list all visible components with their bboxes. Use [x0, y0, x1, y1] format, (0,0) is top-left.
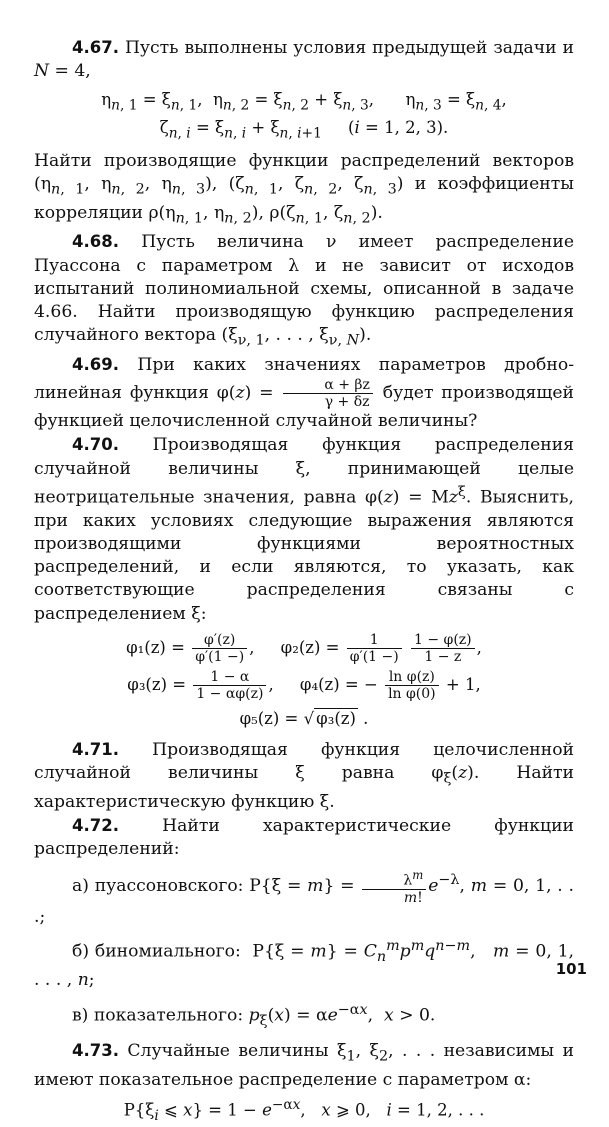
equation-4-73: $P\{\xi_i$ ⩽ $x\} = 1 - e^{-\alpha x}$, x ⩾ 0, i = 1, 2, . . .	[123, 1096, 485, 1124]
problem-4-72: 4.72. Найти характеристические функции распределений:	[34, 815, 575, 859]
equation-phi1-phi2: φ₁(z) = $\frac{\varphi'(z)}{\varphi'(1 -)}$ , φ₂(z) = $\frac{1}{\varphi'(1 -)}$ $\frac{1 - \varphi(z)}{1 - z}$ ,	[126, 631, 482, 665]
problem-number: 4.72.	[72, 815, 119, 835]
item-a: а) пуассоновского: P{ξ = m} = $\frac{\lambda^m}{m!}$ $e^{-\lambda}$, m = 0, 1, . . .;	[34, 868, 574, 927]
equation-phi5: φ₅(z) = √ φ₃(z) .	[239, 708, 369, 728]
problem-number: 4.69.	[72, 354, 119, 374]
problem-number: 4.70.	[72, 435, 119, 455]
equation-eta: $\eta_{n, 1} = \xi_{n, 1}$, $\eta_{n, 2} = \xi_{n, 2} + \xi_{n, 3}$, $\eta_{n, 3} = \xi_{n, 4}$,	[101, 90, 507, 114]
problem-number: 4.71.	[72, 739, 119, 759]
problem-4-70: 4.70. Производящая функция распределения случайной величины ξ, принимающей целые неотрицательные значения, равна $\varphi(z) = Mz^\xi$. Выяснить, при каких условиях следующие выражения являются производящими функциями вероятностных распределений, и если являются, то указать, как соответствующие распределения связаны с распределением ξ:	[34, 435, 574, 624]
problem-4-73: 4.73. Случайные величины $\xi_1$, $\xi_2$, . . . независимы и имеют показательное распределение с параметром α:	[34, 1040, 574, 1090]
equation-zeta: $\zeta_{n, i} = \xi_{n, i} + \xi_{n, i+1}$ (i = 1, 2, 3).	[159, 117, 449, 141]
textbook-page	[34, 36, 574, 1127]
problem-number: 4.67.	[72, 38, 119, 57]
problem-4-68: 4.68. Пусть величина ν имеет распределение Пуассона с параметром λ и не зависит от исходов испытаний полиномиальной схемы, описанной в задаче 4.66. Найти производящую функцию распределения случайного вектора ($\xi_{\nu, 1}$, . . . , $\xi_{\nu, N}$).	[34, 232, 574, 349]
fraction: $\frac{\alpha + \beta z}{\gamma + \delta z}$	[283, 377, 373, 410]
problem-4-67-task: Найти производящие функции распределений векторов ($\eta_{n, 1}$, $\eta_{n, 2}$, $\eta_{n, 3}$), ($\zeta_{n, 1}$, $\zeta_{n, 2}$, $\zeta_{n, 3}$) и коэффициенты корреляции $\rho(\eta_{n, 1}$, $\eta_{n, 2}$), $\rho(\zeta_{n, 1}$, $\zeta_{n, 2}$).	[34, 151, 574, 227]
problem-number: 4.68.	[72, 232, 119, 252]
page-number: 101	[555, 960, 587, 978]
item-c: в) показательного: $p_\xi(x) = \alpha e^{-\alpha x}$, x > 0.	[72, 1001, 436, 1029]
problem-number: 4.73.	[72, 1040, 119, 1060]
problem-4-69: 4.69. При каких значениях параметров дробно-линейная функция φ(z) = $\frac{\alpha + \beta z}{\gamma + \delta z}$ будет производящей функцией целочисленной случайной величины?	[34, 354, 574, 432]
item-b: б) биномиального: $P\{\xi = m\} = C_n^mp^mq^{n-m}$, m = 0, 1, . . . , n;	[34, 938, 574, 991]
equation-phi3-phi4: φ₃(z) = $\frac{1 - \alpha}{1 - \alpha\varphi(z)}$ , φ₄(z) = − $\frac{\text{ln φ(z)}}{\text{ln φ(0)}}$ + 1,	[127, 668, 481, 702]
problem-4-67: 4.67. Пусть выполнены условия предыдущей задачи и N = 4,	[34, 38, 574, 82]
problem-4-71: 4.71. Производящая функция целочисленной случайной величины ξ равна $\varphi_\xi(z)$. Найти характеристическую функцию ξ.	[34, 739, 575, 812]
